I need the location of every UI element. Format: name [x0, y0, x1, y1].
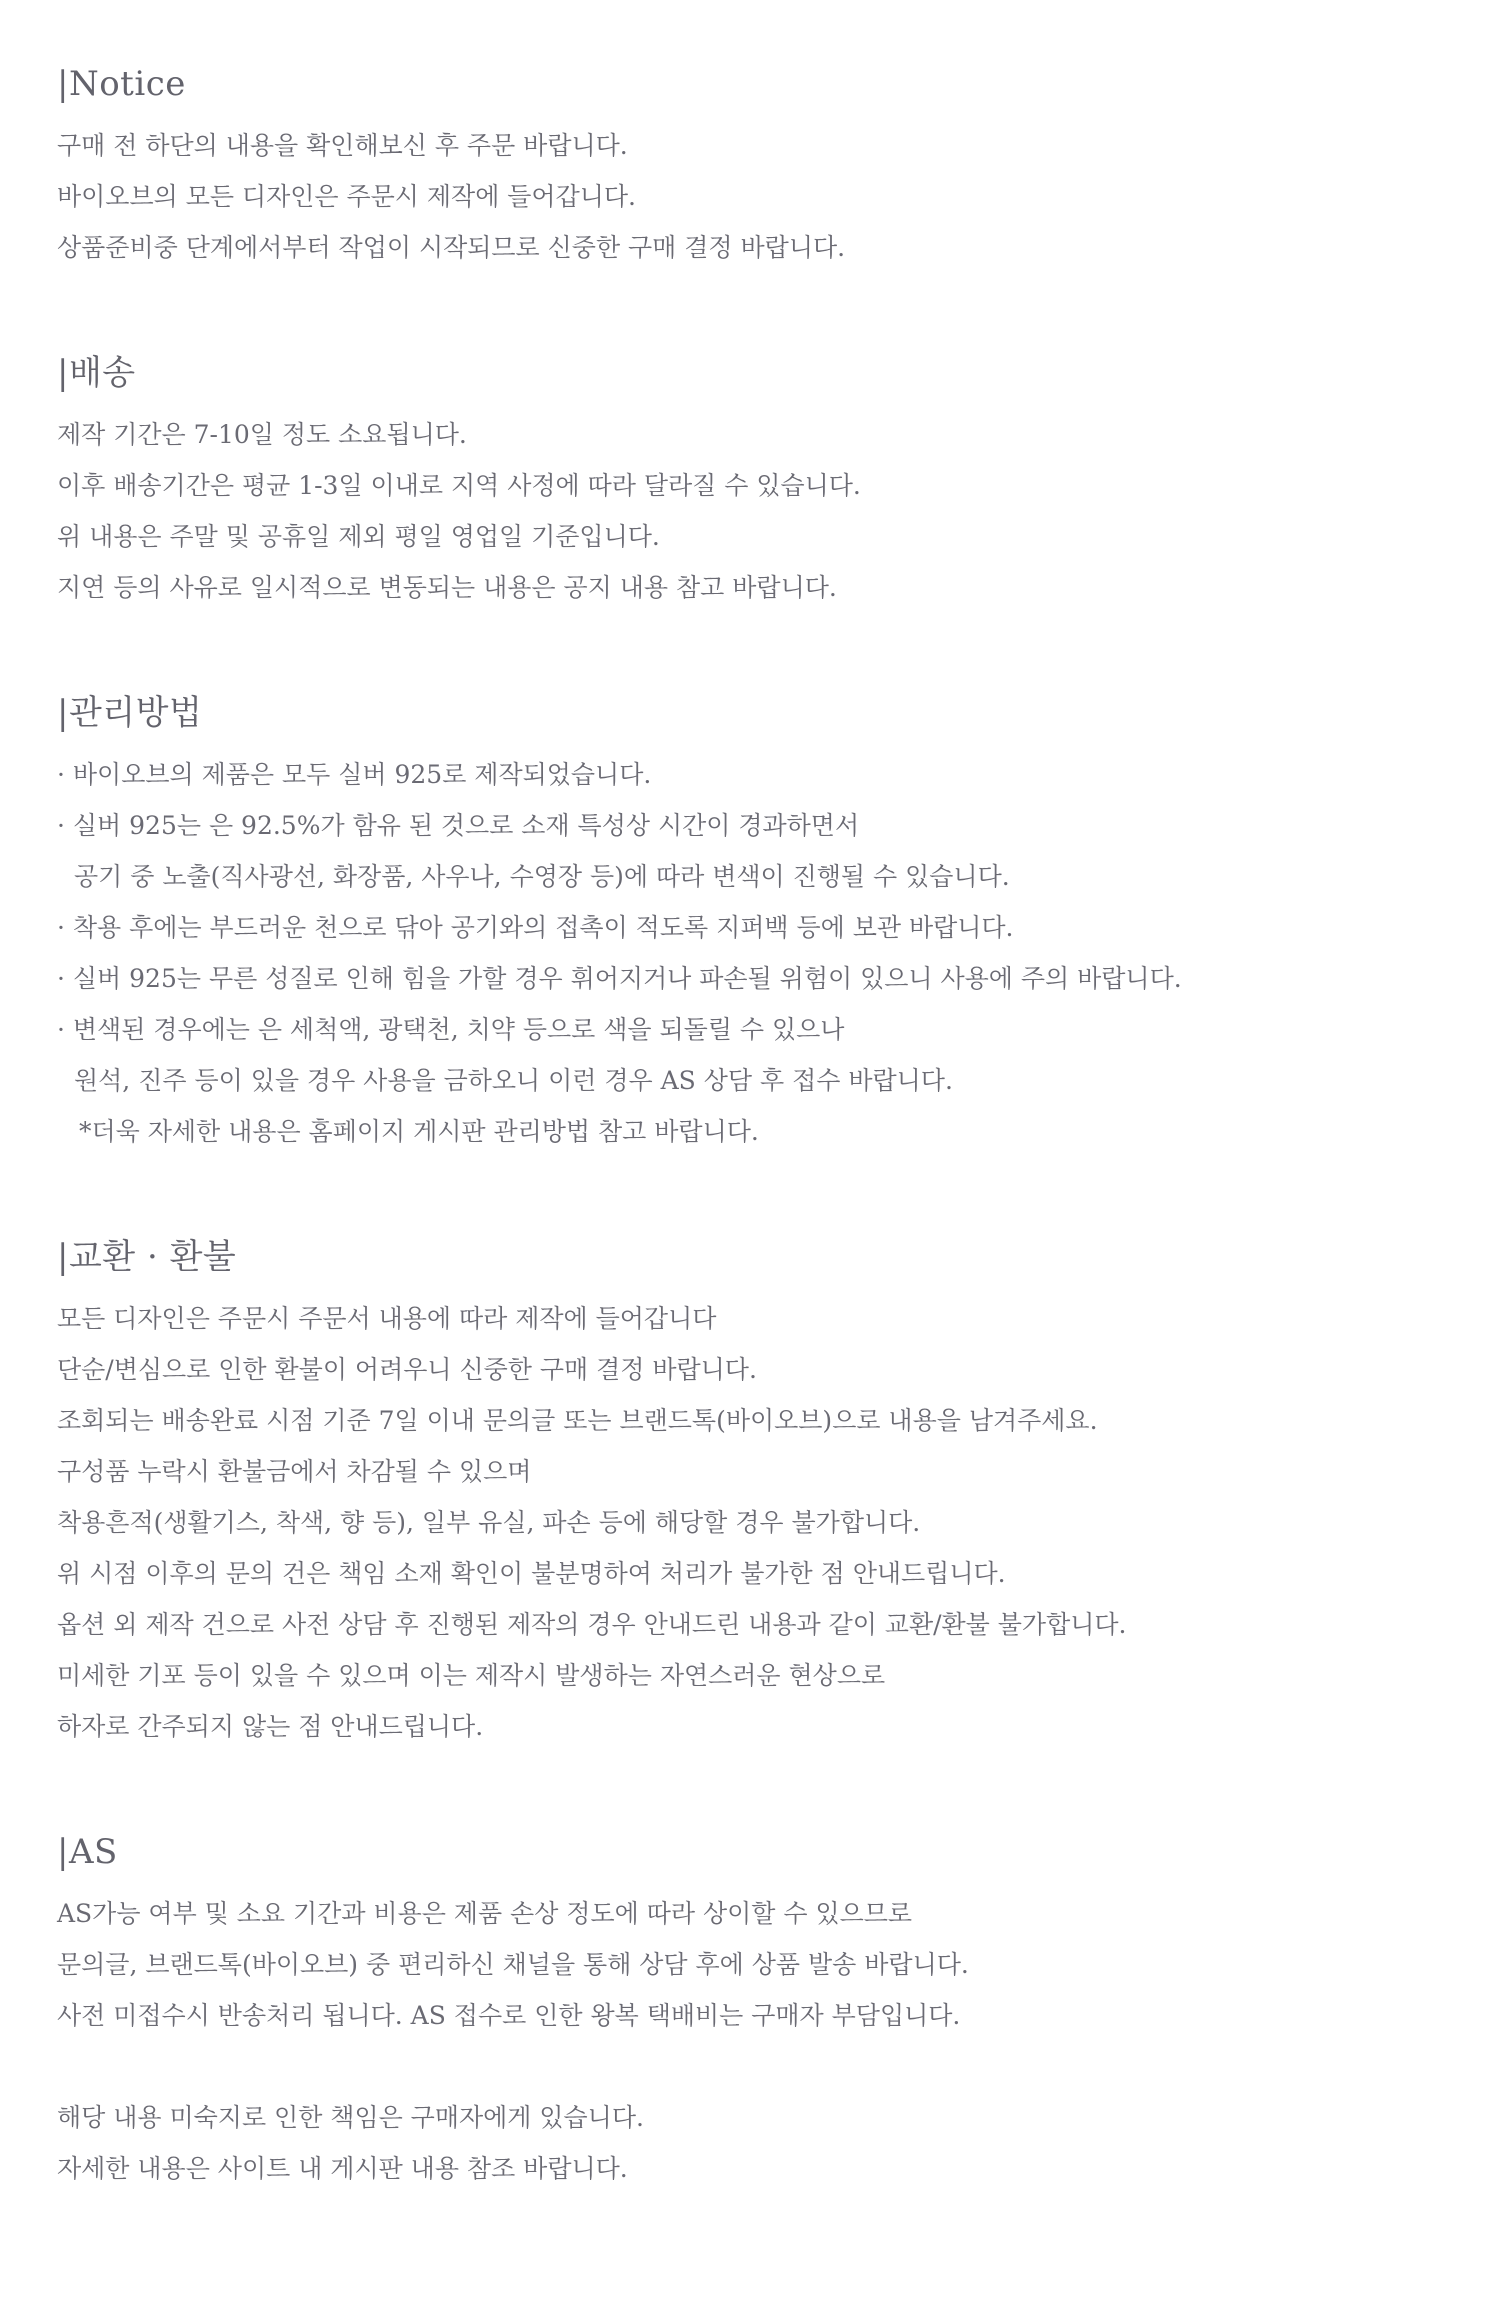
as-line: 문의글, 브랜드톡(바이오브) 중 편리하신 채널을 통해 상담 후에 상품 발송 바랍니다. — [57, 1950, 969, 1979]
as-line: 자세한 내용은 사이트 내 게시판 내용 참조 바랍니다. — [57, 2154, 628, 2183]
section-notice — [57, 62, 1460, 273]
care-line: · 실버 925는 무른 성질로 인해 힘을 가할 경우 휘어지거나 파손될 위험이 있으니 사용에 주의 바랍니다. — [57, 964, 1182, 993]
exchange-refund-line: 착용흔적(생활기스, 착색, 향 등), 일부 유실, 파손 등에 해당할 경우 불가합니다. — [57, 1508, 921, 1537]
section-as — [57, 1830, 1460, 2194]
as-line-spacer — [57, 2041, 1460, 2092]
notice-line: 바이오브의 모든 디자인은 주문시 제작에 들어갑니다. — [57, 182, 636, 211]
notice-line: 구매 전 하단의 내용을 확인해보신 후 주문 바랍니다. — [57, 131, 628, 160]
notice-line: 상품준비중 단계에서부터 작업이 시작되므로 신중한 구매 결정 바랍니다. — [57, 233, 846, 262]
section-shipping — [57, 351, 1460, 613]
exchange-refund-line: 옵션 외 제작 건으로 사전 상담 후 진행된 제작의 경우 안내드린 내용과 같이 교환/환불 불가합니다. — [57, 1610, 1127, 1639]
as-line: 해당 내용 미숙지로 인한 책임은 구매자에게 있습니다. — [57, 2103, 644, 2132]
section-exchange-refund — [57, 1235, 1460, 1752]
care-line: · 변색된 경우에는 은 세척액, 광택천, 치약 등으로 색을 되돌릴 수 있으나 — [57, 1015, 845, 1044]
section-care — [57, 691, 1460, 1157]
section-heading-shipping: |배송 — [57, 353, 136, 393]
shipping-line: 제작 기간은 7-10일 정도 소요됩니다. — [57, 420, 467, 449]
section-heading-care: |관리방법 — [57, 693, 203, 733]
section-heading-exchange-refund: |교환 · 환불 — [57, 1237, 237, 1277]
care-line-continuation: 원석, 진주 등이 있을 경우 사용을 금하오니 이런 경우 AS 상담 후 접수 바랍니다. — [74, 1066, 953, 1095]
exchange-refund-line: 구성품 누락시 환불금에서 차감될 수 있으며 — [57, 1457, 532, 1486]
exchange-refund-line: 하자로 간주되지 않는 점 안내드립니다. — [57, 1712, 484, 1741]
exchange-refund-line: 위 시점 이후의 문의 건은 책임 소재 확인이 불분명하여 처리가 불가한 점 안내드립니다. — [57, 1559, 1006, 1588]
care-line-continuation: 공기 중 노출(직사광선, 화장품, 사우나, 수영장 등)에 따라 변색이 진행될 수 있습니다. — [74, 862, 1010, 891]
care-line: · 착용 후에는 부드러운 천으로 닦아 공기와의 접촉이 적도록 지퍼백 등에 보관 바랍니다. — [57, 913, 1014, 942]
as-line: 사전 미접수시 반송처리 됩니다. AS 접수로 인한 왕복 택배비는 구매자 부담입니다. — [57, 2001, 961, 2030]
exchange-refund-line: 조회되는 배송완료 시점 기준 7일 이내 문의글 또는 브랜드톡(바이오브)으로 내용을 남겨주세요. — [57, 1406, 1098, 1435]
care-line: · 실버 925는 은 92.5%가 함유 된 것으로 소재 특성상 시간이 경과하면서 — [57, 811, 860, 840]
section-heading-as: |AS — [57, 1832, 118, 1872]
exchange-refund-line: 모든 디자인은 주문시 주문서 내용에 따라 제작에 들어갑니다 — [57, 1304, 717, 1333]
exchange-refund-line: 미세한 기포 등이 있을 수 있으며 이는 제작시 발생하는 자연스러운 현상으로 — [57, 1661, 886, 1690]
shipping-line: 위 내용은 주말 및 공휴일 제외 평일 영업일 기준입니다. — [57, 522, 660, 551]
shipping-line: 이후 배송기간은 평균 1-3일 이내로 지역 사정에 따라 달라질 수 있습니다. — [57, 471, 861, 500]
care-line-footnote: *더욱 자세한 내용은 홈페이지 게시판 관리방법 참고 바랍니다. — [79, 1117, 759, 1146]
as-line: AS가능 여부 및 소요 기간과 비용은 제품 손상 정도에 따라 상이할 수 있으므로 — [57, 1899, 913, 1928]
shipping-line: 지연 등의 사유로 일시적으로 변동되는 내용은 공지 내용 참고 바랍니다. — [57, 573, 837, 602]
exchange-refund-line: 단순/변심으로 인한 환불이 어려우니 신중한 구매 결정 바랍니다. — [57, 1355, 757, 1384]
care-line: · 바이오브의 제품은 모두 실버 925로 제작되었습니다. — [57, 760, 652, 789]
section-heading-notice: |Notice — [57, 64, 186, 104]
